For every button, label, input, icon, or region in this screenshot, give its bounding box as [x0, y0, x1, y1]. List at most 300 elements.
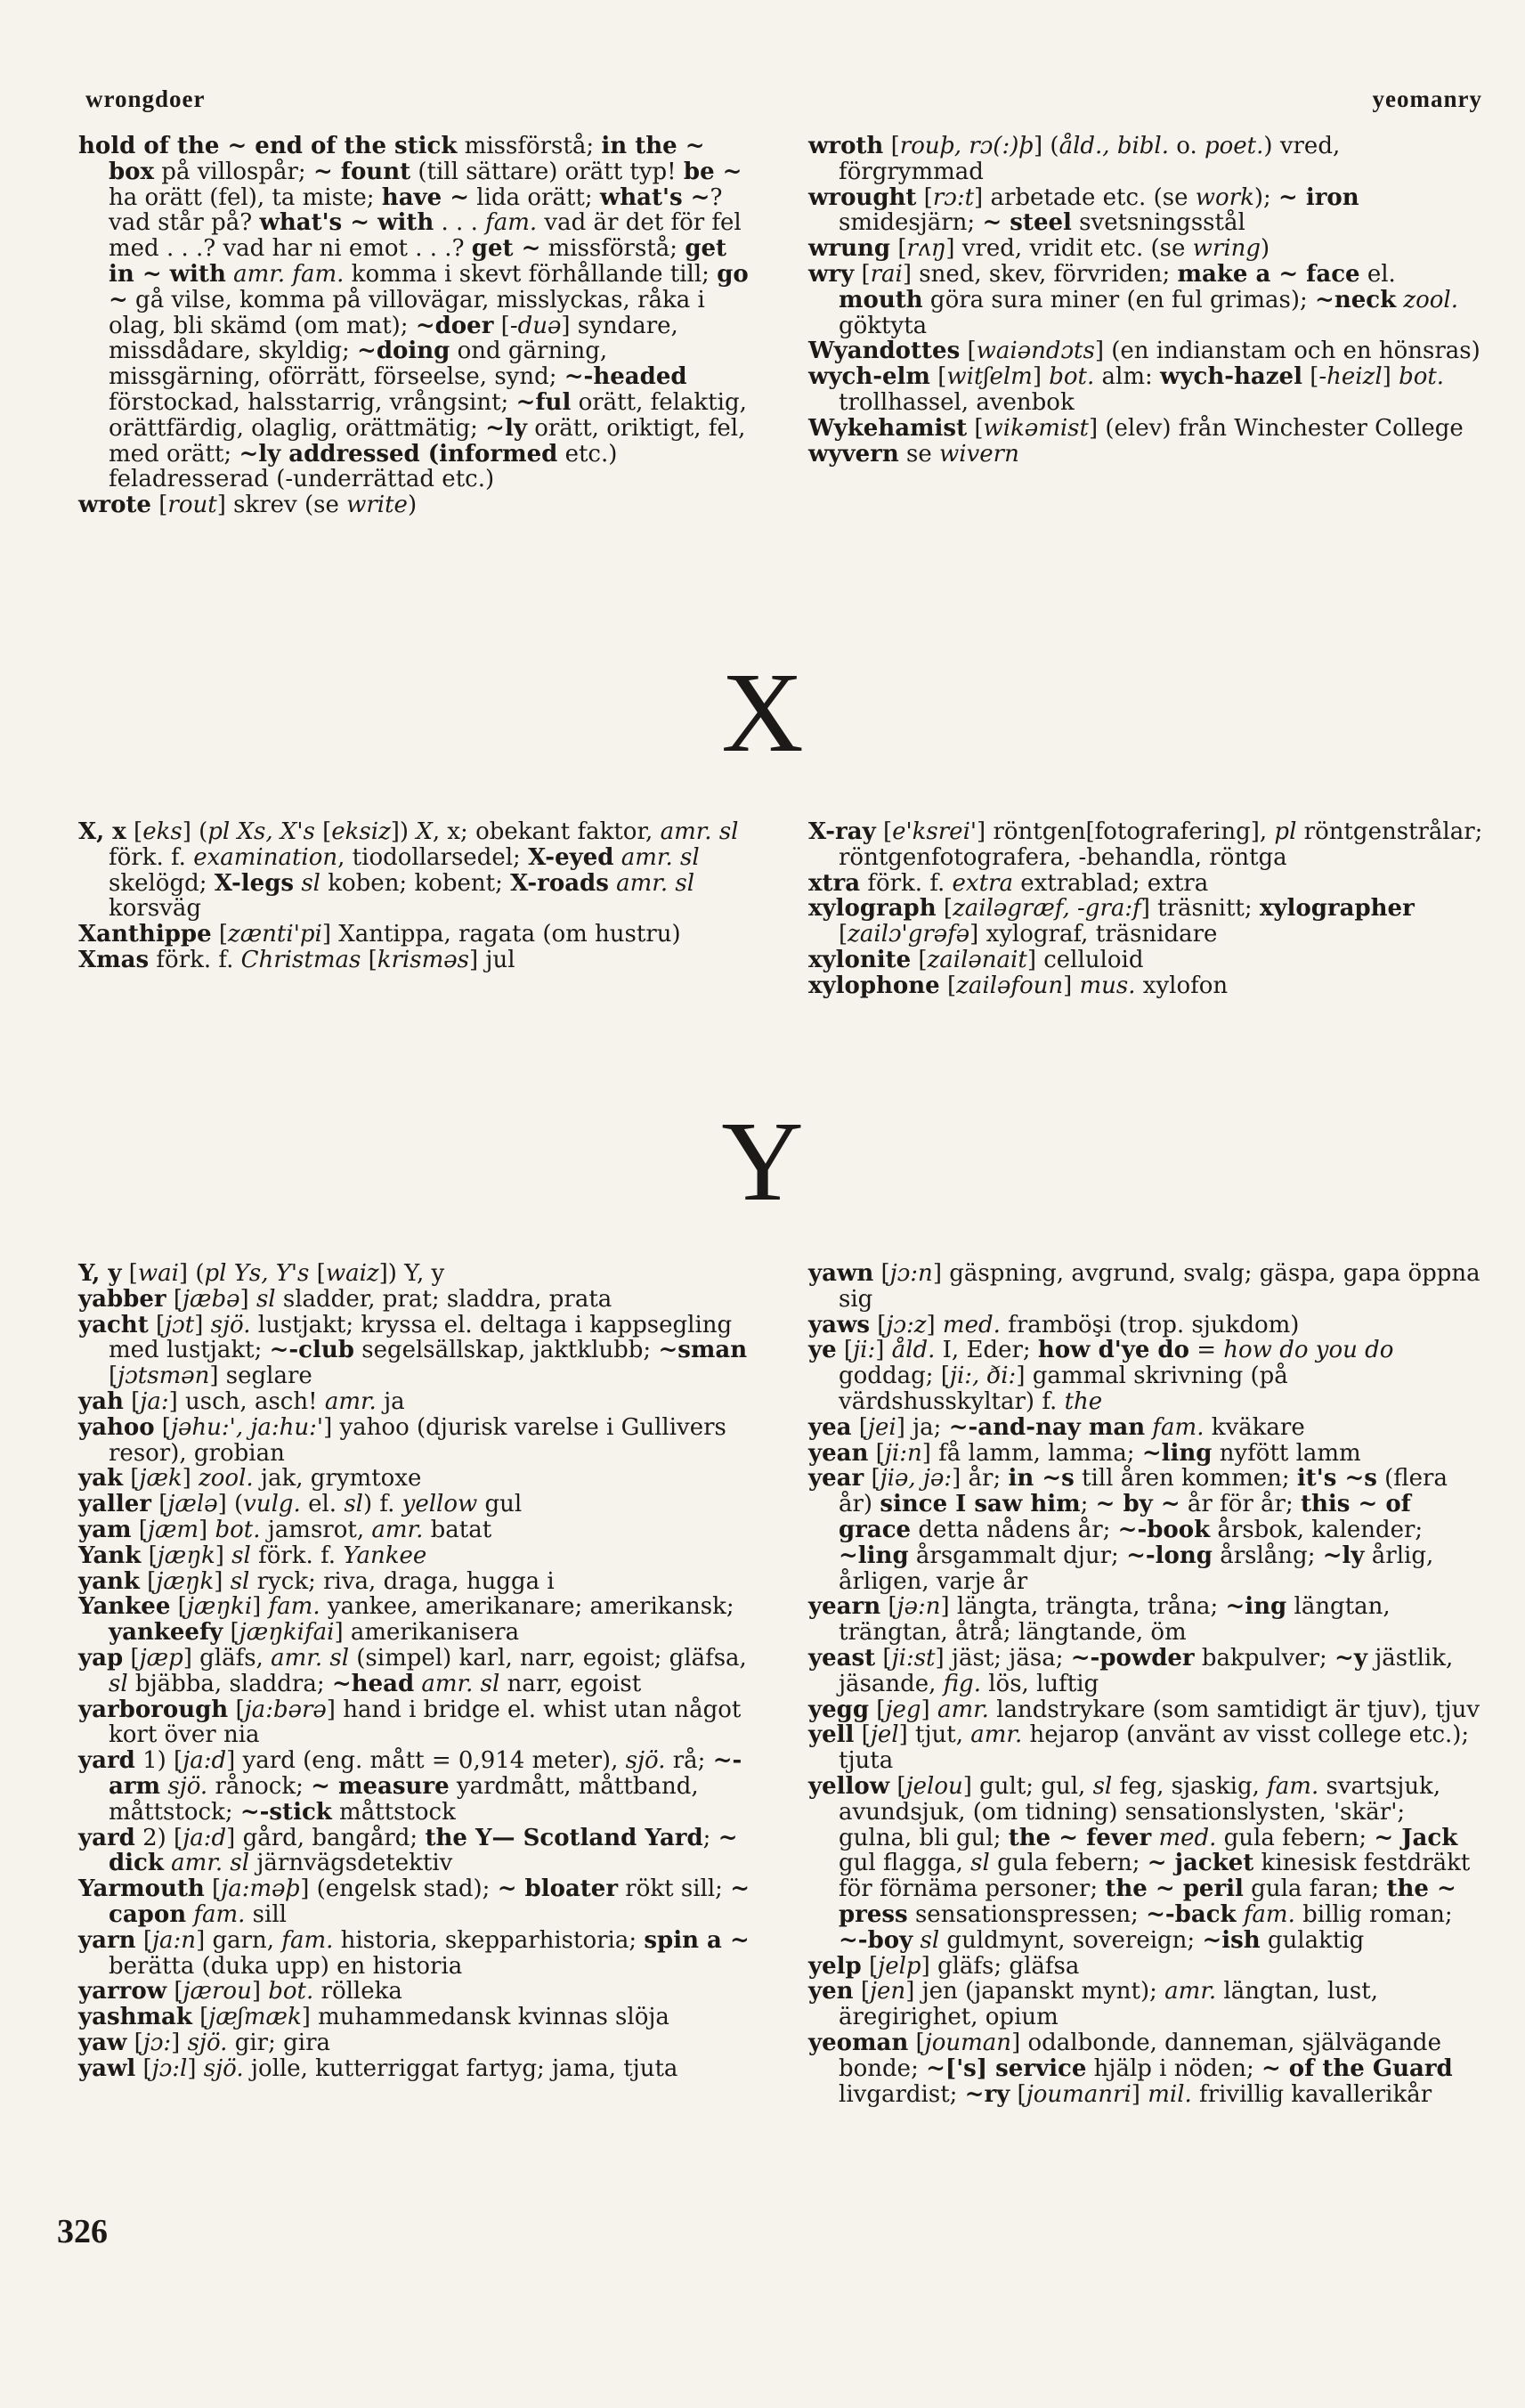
entry-text: [ [967, 414, 984, 442]
entry-text: ] usch, asch! [168, 1387, 325, 1415]
headword: ~ measure [311, 1772, 450, 1800]
headword: yabber [78, 1285, 166, 1313]
italic-text: pl Ys, Y's [204, 1260, 310, 1287]
dictionary-entry [808, 1774, 1485, 1954]
dictionary-entry [78, 1517, 755, 1543]
dictionary-entry [808, 338, 1485, 364]
headword: ~ish [1202, 1926, 1261, 1954]
italic-text: how do you do [1223, 1337, 1394, 1364]
entry-text: [ [228, 1696, 245, 1723]
italic-text: fam. [1267, 1772, 1319, 1800]
headword: yell [808, 1721, 855, 1749]
entry-text: [ [869, 1311, 887, 1338]
dictionary-entry [78, 1594, 755, 1646]
italic-text: amr. [371, 1516, 424, 1543]
entry-text: ] gläfs, [183, 1644, 272, 1672]
italic-text: -heizl [1318, 363, 1383, 391]
headword: the Y— Scotland Yard [425, 1824, 703, 1851]
entry-text: rölleka [313, 1978, 402, 2005]
italic-text: amr. sl [171, 1850, 250, 1877]
headword: X-legs [214, 869, 295, 897]
headword: this ~ of grace [839, 1491, 1411, 1543]
entry-text: [ [141, 1542, 158, 1569]
entry-text: [ [154, 1413, 171, 1441]
entry-text: ] ( [178, 1260, 205, 1287]
italic-text: sl [231, 1542, 251, 1569]
headword: yarn [78, 1926, 136, 1954]
headword: xylonite [808, 946, 912, 973]
headword: Y, y [78, 1260, 122, 1287]
headword: ~ dick [109, 1824, 738, 1877]
italic-text: ja:d [183, 1747, 227, 1775]
italic-text: waiz [325, 1260, 379, 1287]
italic-text: bot. [1399, 363, 1445, 391]
headword: yard [78, 1824, 135, 1851]
entry-text: [ [854, 1721, 871, 1749]
entry-text: [ [309, 1260, 326, 1287]
headword: yard [78, 1747, 135, 1775]
entry-text: ] jen (japanskt mynt); [905, 1978, 1165, 2005]
italic-text: sjö. [210, 1311, 251, 1338]
entry-text: ] [252, 1593, 269, 1621]
entry-text: yardmått, måttband, måttstock; [109, 1772, 699, 1826]
dictionary-entry [808, 896, 1485, 948]
entry-text: ] yahoo (djurisk varelse i Gullivers resor), grobian [109, 1413, 726, 1467]
entry-text: [ [170, 1593, 187, 1621]
entry-text: [ [854, 260, 871, 288]
headword: wych-elm [808, 363, 930, 391]
entry-text: ) vred, förgrymmad [839, 133, 1341, 185]
entry-text: år för år; [1180, 1491, 1301, 1518]
dictionary-entry [78, 1261, 755, 1287]
entry-text: ] syndare, missdådare, skyldig; [109, 312, 678, 365]
headword: mouth [839, 286, 923, 313]
headword: yap [78, 1644, 124, 1672]
entry-text: ] yard (eng. mått = 0,914 meter), [226, 1747, 626, 1775]
italic-text: sjö. [167, 1772, 208, 1800]
italic-text: sjö. [625, 1747, 666, 1775]
entry-text: [ [166, 1285, 183, 1313]
headword: the ~ press [839, 1875, 1456, 1928]
entry-text [613, 844, 621, 871]
italic-text: jɔ: [142, 2029, 172, 2056]
italic-text: sl [1092, 1772, 1113, 1800]
entry-text: jästlik, jäsande, [839, 1644, 1454, 1697]
headword: wrought [808, 183, 917, 211]
headword: ~ly [1322, 1542, 1365, 1569]
entry-text: ] vred, vridit etc. (se [945, 235, 1193, 263]
dictionary-entry [808, 819, 1485, 871]
entry-text: (till sättare) orätt typ! [410, 158, 684, 185]
italic-text: amr. sl [621, 843, 700, 871]
headword: yea [808, 1413, 852, 1441]
entry-text: ] träsnitt; [1140, 895, 1260, 923]
dictionary-entry [808, 1979, 1485, 2030]
dictionary-entry [78, 1569, 755, 1595]
entry-text: [ [135, 1926, 152, 1954]
italic-text: ji: [853, 1337, 876, 1364]
entry-text: [ [861, 1952, 879, 1980]
dictionary-entry [78, 1389, 755, 1415]
entry-text: [ [880, 1593, 897, 1621]
italic-text: ja:məþ [221, 1875, 301, 1903]
headword: yaw [78, 2029, 127, 2056]
entry-text: komma i skevt förhållande till; [344, 260, 718, 288]
entry-text: feg, sjaskig, [1112, 1772, 1268, 1800]
entry-text: [ [908, 2029, 925, 2056]
headword: yarborough [78, 1696, 229, 1723]
headword: yacht [78, 1311, 149, 1338]
entry-text: ] (elev) från Winchester College [1088, 414, 1464, 442]
entry-text: [ [916, 183, 933, 211]
entry-text: ] [214, 1567, 231, 1595]
entry-text: 1) [ [134, 1747, 183, 1775]
entry-text: korsväg [109, 895, 202, 923]
headword: what's ~ with [259, 209, 434, 237]
italic-text: write [346, 492, 408, 519]
dictionary-entry [808, 1415, 1485, 1441]
headword: go ~ [109, 260, 749, 313]
entry-text: gul [477, 1491, 523, 1518]
entry-text: skelögd; [109, 869, 215, 897]
italic-text: ja:n [151, 1926, 197, 1954]
italic-text: jei [867, 1413, 896, 1441]
entry-text: göra sura miner (en ful grimas); [922, 286, 1316, 313]
entry-text: [ [148, 1311, 166, 1338]
entry-text: landstrykare (som samtidigt är tjuv), tjuv [988, 1696, 1480, 1723]
entry-text: ? vad står på? [109, 183, 723, 237]
entry-text: ] odalbonde, danneman, självägande bonde; [839, 2029, 1441, 2082]
dictionary-entry [78, 1928, 755, 1980]
dictionary-entry [808, 442, 1485, 468]
headword: yeast [808, 1644, 876, 1672]
entry-text: ] gult; gul, [962, 1772, 1093, 1800]
dictionary-entry [78, 922, 755, 948]
dictionary-entry [808, 871, 1485, 897]
entry-text: se [898, 440, 940, 468]
headword: ~ry [964, 2080, 1010, 2108]
headword: yam [78, 1516, 132, 1543]
italic-text: rɔ:t [932, 183, 975, 211]
entry-text: [ [836, 1337, 854, 1364]
entry-text: [ [875, 1644, 892, 1672]
entry-text: [ [960, 338, 977, 365]
italic-text: jæbə [182, 1285, 240, 1313]
headword: ~ful [515, 388, 572, 416]
entry-text: svetsningsstål [1071, 209, 1245, 237]
entry-text: etc.) feladresserad (-underrättad etc.) [109, 440, 618, 493]
entry-text: vad är det för fel med . . .? vad har ni emot . . .? [109, 209, 742, 263]
entry-text: årslång; [1212, 1542, 1323, 1569]
italic-text: jælə [167, 1491, 218, 1518]
entry-text: livgardist; [839, 2080, 965, 2108]
headword: wyvern [808, 440, 899, 468]
entry-text: ] Xantippa, ragata (om hustru) [321, 921, 681, 948]
dictionary-entry [808, 1261, 1485, 1313]
headword: ~doing [357, 338, 450, 365]
headword: the ~ peril [1105, 1875, 1244, 1903]
entry-text: extrablad; extra [1012, 869, 1209, 897]
dictionary-entry [78, 1313, 755, 1389]
headword: get ~ [471, 235, 541, 263]
italic-text: zool. [199, 1465, 254, 1493]
entry-text: ] ( [1034, 133, 1059, 159]
dictionary-entry [808, 2030, 1485, 2107]
italic-text: jærou [183, 1978, 252, 2005]
headword: ~-and-nay man [948, 1413, 1146, 1441]
dictionary-entry [78, 1979, 755, 2005]
italic-text: jiə, jə: [880, 1465, 953, 1493]
italic-text: wring [1192, 235, 1261, 263]
entry-text: [ [936, 895, 953, 923]
entry-text: gulaktig [1260, 1926, 1365, 1954]
entry-text: kväkare [1204, 1413, 1305, 1441]
italic-text: jɔtsmən [118, 1363, 210, 1390]
italic-text: jəhu:', ja:hu:' [170, 1413, 324, 1441]
headword: yank [78, 1567, 140, 1595]
entry-text: järnvägsdetektiv [249, 1850, 453, 1877]
entry-text: förstockad, halsstarrig, vrångsint; [109, 388, 516, 416]
dictionary-entry [78, 134, 755, 492]
headword: yaller [78, 1491, 151, 1518]
italic-text: Yankee [343, 1542, 427, 1569]
dictionary-entry [78, 1748, 755, 1825]
italic-text: yellow [402, 1491, 478, 1518]
headword: ~ly [485, 414, 527, 442]
headword: ~ steel [982, 209, 1072, 237]
headword: yellow [808, 1772, 890, 1800]
entry-text: detta nådens år; [911, 1516, 1118, 1543]
headword: xylograph [808, 895, 937, 923]
italic-text: eks [142, 818, 183, 845]
headword: ~ly addressed (informed [239, 440, 558, 468]
entry-text [226, 261, 233, 288]
italic-text: -duə [509, 312, 562, 339]
entry-text: längtan, trängtan, åtrå; längtande, öm [839, 1593, 1391, 1647]
headword: Wyandottes [808, 338, 961, 365]
italic-text: amr. sl [616, 869, 695, 897]
italic-text: ja:bərə [244, 1696, 327, 1723]
entry-text: nyfött lamm [1212, 1439, 1361, 1467]
headword: yegg [808, 1696, 870, 1723]
headword: how d'ye do [1037, 1337, 1189, 1364]
headword: yah [78, 1387, 124, 1415]
headword: it's ~s [1296, 1465, 1377, 1493]
italic-text: amr. [937, 1696, 989, 1723]
entry-text: (simpel) karl, narr, egoist; gläfsa, [349, 1644, 747, 1672]
entry-text: ] [1382, 363, 1399, 391]
headword: yankeefy [109, 1619, 223, 1647]
dictionary-entry [808, 948, 1485, 973]
italic-text: jelou [905, 1772, 963, 1800]
entry-text: [ [123, 1387, 141, 1415]
entry-text: ] [875, 1337, 892, 1364]
entry-text: jak, grymtoxe [253, 1465, 422, 1493]
italic-text: bot. [215, 1516, 261, 1543]
italic-text: med. [942, 1311, 1001, 1338]
italic-text: bot. [1049, 363, 1095, 391]
italic-text: sjö. [203, 2054, 244, 2082]
entry-text: yankee, amerikanare; amerikansk; [320, 1593, 734, 1621]
entry-text: gå vilse, komma på villovägar, misslyckas, råka i olag, bli skämd (om mat); [109, 286, 705, 339]
italic-text: sl [970, 1850, 990, 1877]
entry-text: ]) [390, 818, 417, 845]
italic-text: jæŋki [186, 1593, 253, 1621]
dictionary-entry [78, 2005, 755, 2030]
italic-text: examination [193, 843, 338, 871]
entry-text: koben; kobent; [320, 869, 511, 897]
italic-text: fig. [943, 1670, 981, 1697]
entry-text: [ [911, 946, 928, 973]
italic-text: åld., bibl. [1059, 133, 1169, 159]
headword: ~-long [1126, 1542, 1213, 1569]
headword: yen [808, 1978, 854, 2005]
entry-text: gir; gira [227, 2029, 331, 2056]
italic-text: fam. [268, 1593, 320, 1621]
entry-text: [ [864, 1465, 880, 1493]
headword: wroth [808, 133, 884, 159]
entry-text: gula febern; [1216, 1824, 1375, 1851]
entry-text: [ [839, 921, 848, 948]
entry-text: ond gärning, missgärning, oförrätt, förseelse, synd; [109, 338, 608, 391]
italic-text: jæm [147, 1516, 199, 1543]
headword: ~neck [1315, 286, 1397, 313]
entry-text: sladder, prat; sladdra, prata [275, 1285, 612, 1313]
italic-text: jæk [139, 1465, 183, 1493]
dictionary-entry [78, 1466, 755, 1492]
entry-text: ] gård, bangård; [226, 1824, 426, 1851]
italic-text: jɔt [165, 1311, 195, 1338]
entry-text: ] amerikanisera [334, 1619, 520, 1647]
entry-text: , x; obekant faktor, [432, 818, 661, 845]
headword: hold of the ~ end of the stick [78, 133, 458, 159]
headword: wrung [808, 235, 891, 263]
entry-text: årsgammalt djur; [908, 1542, 1127, 1569]
entry-text: ] celluloid [1026, 946, 1144, 973]
italic-text: jɔ:z [886, 1311, 927, 1338]
entry-text: på villospår; [154, 158, 313, 185]
dictionary-entry [808, 1954, 1485, 1980]
italic-text: pl Xs, X's [207, 818, 315, 845]
entry-text: ] få lamm, lamma; [921, 1439, 1142, 1467]
italic-text: amr. [324, 1387, 377, 1415]
headword: ~y [1334, 1644, 1367, 1672]
dictionary-entry [808, 1338, 1485, 1414]
entry-text: [ [204, 1875, 222, 1903]
entry-text: [ [131, 1516, 148, 1543]
headword: yarrow [78, 1978, 167, 2005]
entry-text: ] gammal skrivning (på värdshusskyltar) f. [839, 1363, 1288, 1415]
entry-text: ] [182, 1465, 199, 1493]
entry-text: jamsrot, [260, 1516, 372, 1543]
entry-text: ] [194, 1311, 211, 1338]
entry-text: [ [121, 1260, 138, 1287]
entry-text: ] röntgen[fotografering], [977, 818, 1275, 845]
entry-text: lida orätt; [469, 183, 600, 211]
entry-text: måttstock [331, 1798, 456, 1826]
headword: in ~s [1008, 1465, 1075, 1493]
italic-text: krisməs [377, 946, 469, 973]
italic-text: joumanri [1026, 2080, 1132, 2108]
entry-text: billig roman; [1294, 1900, 1453, 1928]
entry-text: [ [883, 133, 900, 159]
italic-text: sl [256, 1285, 276, 1313]
entry-text: [ [851, 1413, 868, 1441]
entry-text: lustjakt; kryssa el. deltaga i kappsegling med lustjakt; [109, 1311, 733, 1364]
entry-text: [ [873, 1260, 890, 1287]
dictionary-entry [808, 236, 1485, 262]
dictionary-entry [808, 1466, 1485, 1594]
headword: X-eyed [528, 843, 614, 871]
entry-text: missförstå; [540, 235, 685, 263]
headword: ~ capon [109, 1875, 750, 1928]
entry-text: el. [1359, 260, 1396, 288]
italic-text: zailəfoun [956, 972, 1064, 999]
dictionary-entry [808, 262, 1485, 338]
entry-text: [ [361, 946, 377, 973]
headword: ~['s] service [926, 2054, 1087, 2082]
italic-text: fam. [1243, 1900, 1295, 1928]
entry-text: orätt, oriktigt, fel, med orätt; [109, 414, 746, 468]
entry-text: ] jäst; jäsa; [935, 1644, 1071, 1672]
entry-text: [ [139, 1567, 157, 1595]
italic-text: jelp [878, 1952, 921, 1980]
entry-text: ] längta, trängta, tråna; [940, 1593, 1226, 1621]
entry-text [1237, 1901, 1244, 1928]
italic-text: zool. [1403, 286, 1458, 313]
italic-text: jæʃmæk [208, 2004, 302, 2031]
italic-text: Christmas [240, 946, 361, 973]
entry-text: ] ( [182, 818, 208, 845]
dictionary-entry [78, 1492, 755, 1517]
italic-text: witʃelm [946, 363, 1033, 391]
headword: year [808, 1465, 864, 1493]
entry-text: ) [407, 492, 418, 519]
entry-text: gul flagga, [839, 1850, 971, 1877]
entry-text: ] muhammedansk kvinnas slöja [301, 2004, 669, 2031]
italic-text: waiəndɔts [976, 338, 1095, 365]
entry-text: ] seglare [209, 1363, 312, 1390]
italic-text: zailɔ'grəfə [848, 921, 970, 948]
entry-text: [ [126, 2029, 143, 2056]
entry-text: förk. f. [250, 1542, 344, 1569]
entry-text: gula febern; [989, 1850, 1148, 1877]
entry-text: [ [191, 2004, 209, 2031]
entry-text: ] ( [217, 1491, 244, 1518]
italic-text: sjö. [187, 2029, 228, 2056]
italic-text: wivern [939, 440, 1019, 468]
entry-text: framböşi (trop. sjukdom) [1000, 1311, 1300, 1338]
headword: xylographer [1259, 895, 1415, 923]
dictionary-entry [78, 1697, 755, 1749]
entry-text: segelsällskap, jaktklubb; [353, 1337, 659, 1364]
entry-text: berätta (duka upp) en historia [109, 1952, 463, 1980]
italic-text: ja:d [183, 1824, 227, 1851]
entry-text: rå; [665, 1747, 713, 1775]
entry-text: [ [123, 1644, 140, 1672]
italic-text: rout [167, 492, 217, 519]
italic-text: zailənait [927, 946, 1027, 973]
entry-text: [ [1302, 363, 1319, 391]
entry-text: ] [1131, 2080, 1148, 2108]
x-entries-right-column [808, 819, 1485, 999]
headword: ~ jacket [1147, 1850, 1254, 1877]
dictionary-entry [78, 492, 755, 518]
headword: X, x [78, 818, 126, 845]
letter-heading-x: X [721, 649, 804, 776]
headword: ~ling [839, 1542, 909, 1569]
headword: yaws [808, 1311, 870, 1338]
